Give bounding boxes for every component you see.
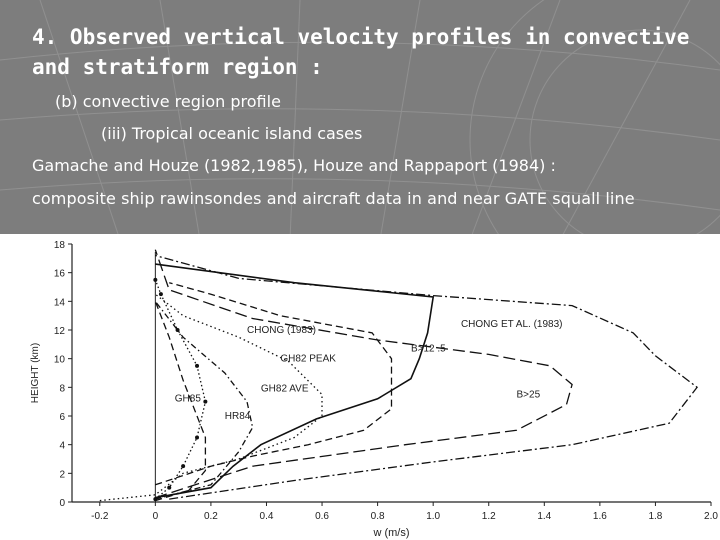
x-tick-label: 0 (152, 511, 159, 522)
series-annotation: GH82 AVE (260, 383, 309, 395)
series-marker (167, 486, 171, 490)
x-tick-label: 1.4 (537, 511, 552, 522)
series-line-6 (155, 301, 252, 499)
y-tick-label: 10 (53, 354, 65, 366)
series-annotation: CHONG (1983) (247, 324, 316, 336)
series-annotation: GH82 PEAK (280, 353, 336, 365)
series-annotation: CHONG ET AL. (1983) (460, 319, 563, 331)
slide-title: 4. Observed vertical velocity profiles in convective and stratiform region : (32, 25, 690, 79)
series-line-4 (155, 250, 572, 498)
y-tick-label: 14 (53, 297, 65, 309)
x-tick-label: 0.2 (203, 511, 218, 522)
x-tick-label: 0.4 (259, 511, 274, 522)
series-annotation: B>12 .5 (410, 343, 446, 355)
series-marker (195, 436, 199, 440)
x-axis-label: w (m/s) (373, 527, 410, 539)
series-marker (159, 292, 163, 296)
x-tick-label: 1.8 (648, 511, 663, 522)
x-tick-label: 1.2 (481, 511, 496, 522)
velocity-profile-chart (0, 234, 720, 540)
series-marker (176, 328, 180, 332)
series-annotation: B>25 (516, 389, 541, 401)
x-tick-label: 0.8 (370, 511, 385, 522)
chart-panel (0, 234, 720, 540)
series-annotation: GH85 (174, 393, 201, 405)
series-annotation: HR84 (224, 410, 251, 422)
y-tick-label: 6 (59, 412, 65, 423)
y-axis-label: HEIGHT (km) (30, 342, 41, 404)
series-marker (153, 497, 157, 501)
x-tick-label: 1.0 (426, 511, 441, 522)
series-marker (153, 278, 157, 282)
series-marker (181, 464, 185, 468)
x-tick-label: 2.0 (704, 511, 718, 522)
x-tick-label: 0.6 (315, 511, 329, 522)
y-tick-label: 8 (59, 383, 65, 395)
y-tick-label: 12 (53, 326, 65, 337)
y-tick-label: 2 (59, 469, 65, 481)
data-description: composite ship rawinsondes and aircraft data in and near GATE squall line (32, 189, 635, 208)
x-tick-label: -0.2 (91, 511, 109, 522)
x-tick-label: 1.6 (592, 511, 607, 522)
y-tick-label: 18 (53, 240, 65, 251)
y-tick-label: 4 (59, 440, 65, 452)
subtitle-tropical-oceanic: (iii) Tropical oceanic island cases (101, 124, 363, 143)
reference-citation: Gamache and Houze (1982,1985), Houze and Rappaport (1984) : (32, 156, 556, 175)
series-line-8 (155, 280, 205, 499)
y-tick-label: 0 (59, 498, 65, 509)
series-marker (203, 400, 207, 404)
series-marker (195, 364, 199, 368)
subtitle-convective-region: (b) convective region profile (55, 92, 281, 111)
y-tick-label: 16 (53, 268, 65, 280)
